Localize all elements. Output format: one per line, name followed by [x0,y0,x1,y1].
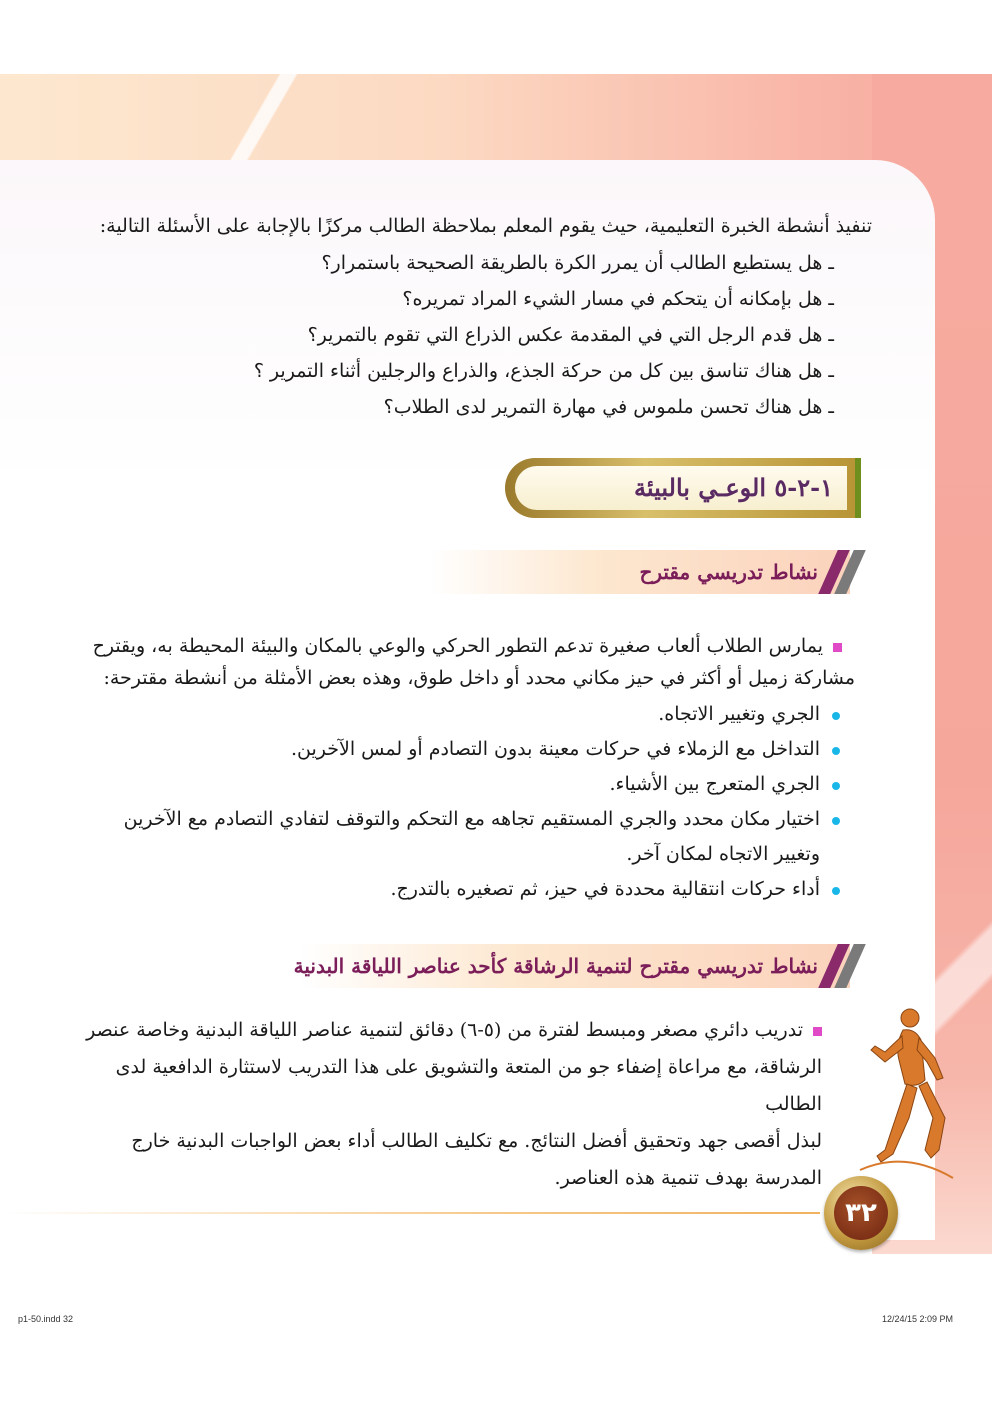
paragraph-line: لبذل أقصى جهد وتحقيق أفضل النتائج. مع تكليف الطالب أداء بعض الواجبات البدنية خارج [131,1130,822,1152]
activity1-bullet-list [82,697,842,907]
question-item: ـ هل هناك تناسق بين كل من حركة الجذع، والذراع والرجلين أثناء التمرير ؟ [253,360,834,382]
question-list [114,246,834,426]
activity2-banner [293,944,850,988]
bullet-item: الجري وتغيير الاتجاه. [82,697,842,732]
activity1-paragraph-line2: مشاركة زميل أو أكثر في حيز مكاني محدد أو داخل طوق، وهذه بعض الأمثلة من أنشطة مقترحة: [103,667,855,689]
footer-file-info: p1-50.indd 32 [18,1314,74,1324]
activity1-banner [430,550,850,594]
activity2-paragraph [82,1012,822,1197]
section-heading-frame [505,458,861,518]
paragraph-line: تدريب دائري مصغر ومبسط لفترة من (٥-٦) دقائق لتنمية عناصر اللياقة البدنية وخاصة عنصر [82,1012,822,1049]
bottom-divider [0,1212,820,1214]
paragraph-line: المدرسة بهدف تنمية هذه العناصر. [554,1167,822,1189]
bullet-item-continuation: وتغيير الاتجاه لمكان آخر. [626,843,820,865]
bullet-item: التداخل مع الزملاء في حركات معينة بدون التصادم أو لمس الآخرين. [82,732,842,767]
top-band-stripe [230,74,300,164]
footer-timestamp: 12/24/15 2:09 PM [882,1314,954,1324]
square-bullet-icon [833,643,842,652]
intro-paragraph: تنفيذ أنشطة الخبرة التعليمية، حيث يقوم المعلم بملاحظة الطالب مركزًا بالإجابة على الأسئلة التالية: [99,215,872,237]
question-item: ـ هل قدم الرجل التي في المقدمة عكس الذراع التي تقوم بالتمرير؟ [307,324,834,346]
paragraph-line: الرشاقة، مع مراعاة إضفاء جو من المتعة والتشويق على هذا التدريب لاستثارة الدافعية لدى الطالب [115,1056,822,1115]
square-bullet-icon [813,1027,822,1036]
activity1-title: نشاط تدريسي مقترح [639,560,818,584]
question-item: ـ هل بإمكانه أن يتحكم في مسار الشيء المراد تمريره؟ [402,288,834,310]
bullet-item: أداء حركات انتقالية محددة في حيز، ثم تصغيره بالتدرج. [82,872,842,907]
section-heading: ١-٢-٥ الوعـي بالبيئة [515,466,847,510]
bullet-item: الجري المتعرج بين الأشياء. [82,767,842,802]
page-number: ٣٢ [834,1186,888,1240]
bullet-item: اختيار مكان محدد والجري المستقيم تجاهه مع التحكم والتوقف لتفادي التصادم مع الآخرين [82,802,842,837]
runner-illustration-icon [855,1000,955,1190]
question-item: ـ هل هناك تحسن ملموس في مهارة التمرير لدى الطلاب؟ [383,396,834,418]
page-number-badge [824,1176,898,1250]
activity1-paragraph-line1: يمارس الطلاب ألعاب صغيرة تدعم التطور الحركي والوعي بالمكان والبيئة المحيطة به، ويقترح [82,629,842,664]
question-item: ـ هل يستطيع الطالب أن يمرر الكرة بالطريقة الصحيحة باستمرار؟ [321,252,834,274]
activity2-title: نشاط تدريسي مقترح لتنمية الرشاقة كأحد عناصر اللياقة البدنية [293,954,818,978]
